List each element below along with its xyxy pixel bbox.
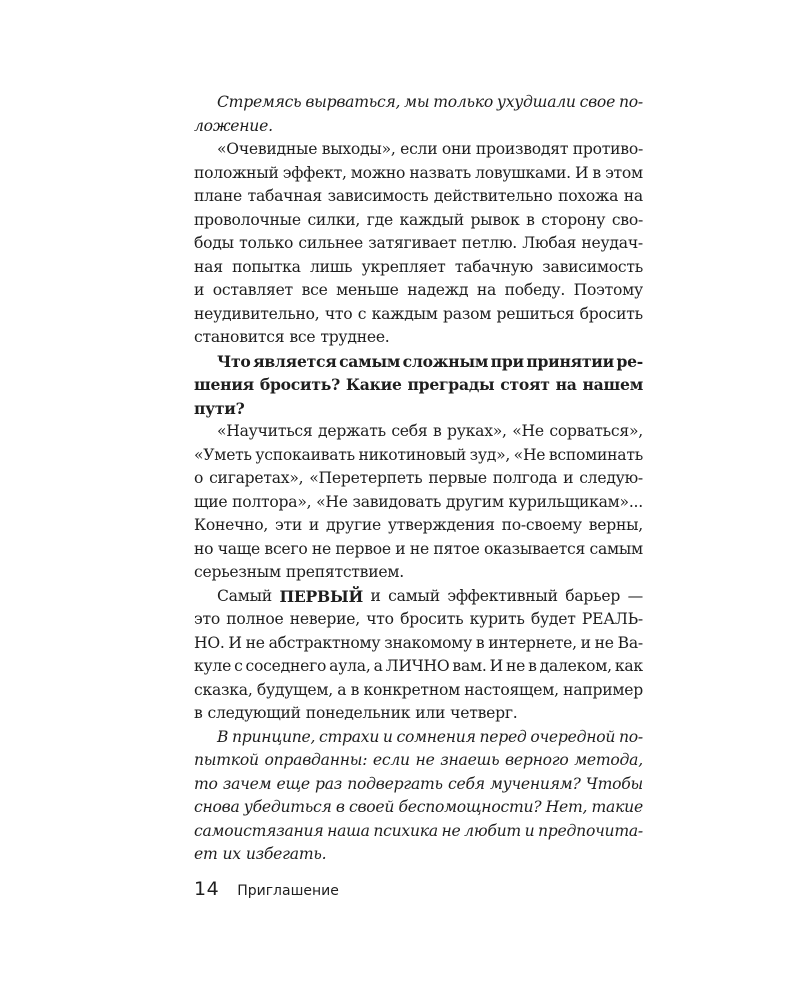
text-line: В принципе, страхи и сомнения перед очередной по- — [217, 727, 643, 746]
text-line: и оставляет все меньше надежд на победу. Поэтому — [194, 281, 643, 299]
running-head: Приглашение — [237, 883, 339, 899]
text-line: ложение. — [194, 116, 273, 135]
text-line: Самый ПЕРВЫЙ и самый эффективный барьер — — [217, 586, 643, 606]
text-line: куле с соседнего аула, а ЛИЧНО вам. И не в далеком, как — [194, 657, 643, 675]
page-body-text — [194, 91, 643, 867]
text-line: ная попытка лишь укрепляет табачную зависимость — [194, 257, 643, 276]
text-line: «Очевидные выходы», если они производят противо- — [217, 140, 643, 158]
text-line: в следующий понедельник или четверг. — [194, 704, 518, 722]
text-line: НО. И не абстрактному знакомому в интернете, и не Ва- — [194, 633, 643, 652]
text-line: боды только сильнее затягивает петлю. Любая неудач- — [194, 234, 643, 252]
text-line: «Уметь успокаивать никотиновый зуд», «Не вспоминать — [194, 445, 643, 464]
text-line: Стремясь вырваться, мы только ухудшали свое по- — [217, 93, 643, 111]
text-line: пыткой оправданны: если не знаешь верного метода, — [194, 751, 643, 769]
text-line: щие полтора», «Не завидовать другим курильщикам»... — [194, 492, 643, 511]
text-line: неудивительно, что с каждым разом решиться бросить — [194, 304, 643, 323]
text-line: Что является самым сложным при принятии ре- — [217, 351, 643, 371]
text-line: «Научиться держать себя в руках», «Не сорваться», — [217, 422, 643, 440]
text-line: становится все труднее. — [194, 328, 390, 346]
text-line: сказка, будущем, а в конкретном настоящем, например — [194, 680, 643, 699]
text-line: ет их избегать. — [194, 845, 327, 863]
text-line: то зачем еще раз подвергать себя мучениям? Чтобы — [194, 774, 643, 793]
text-line: проволочные силки, где каждый рывок в сторону сво- — [194, 210, 643, 229]
text-line: пути? — [194, 398, 245, 418]
text-line: шения бросить? Какие преграды стоят на нашем — [194, 375, 643, 394]
text-line: серьезным препятствием. — [194, 563, 404, 581]
text-line: положный эффект, можно назвать ловушками. И в этом — [194, 163, 643, 182]
text-line: плане табачная зависимость действительно похожа на — [194, 187, 643, 205]
page-number: 14 — [194, 878, 220, 900]
text-line: самоистязания наша психика не любит и предпочита- — [194, 821, 643, 840]
text-line: о сигаретах», «Перетерпеть первые полгода и следую- — [194, 469, 643, 487]
text-line: это полное неверие, что бросить курить будет РЕАЛЬ- — [194, 610, 643, 628]
page-footer — [194, 878, 339, 900]
text-line: но чаще всего не первое и не пятое оказывается самым — [194, 539, 643, 558]
text-line: снова убедиться в своей беспомощности? Нет, такие — [194, 798, 643, 816]
text-line: Конечно, эти и другие утверждения по-своему верны, — [194, 516, 643, 534]
